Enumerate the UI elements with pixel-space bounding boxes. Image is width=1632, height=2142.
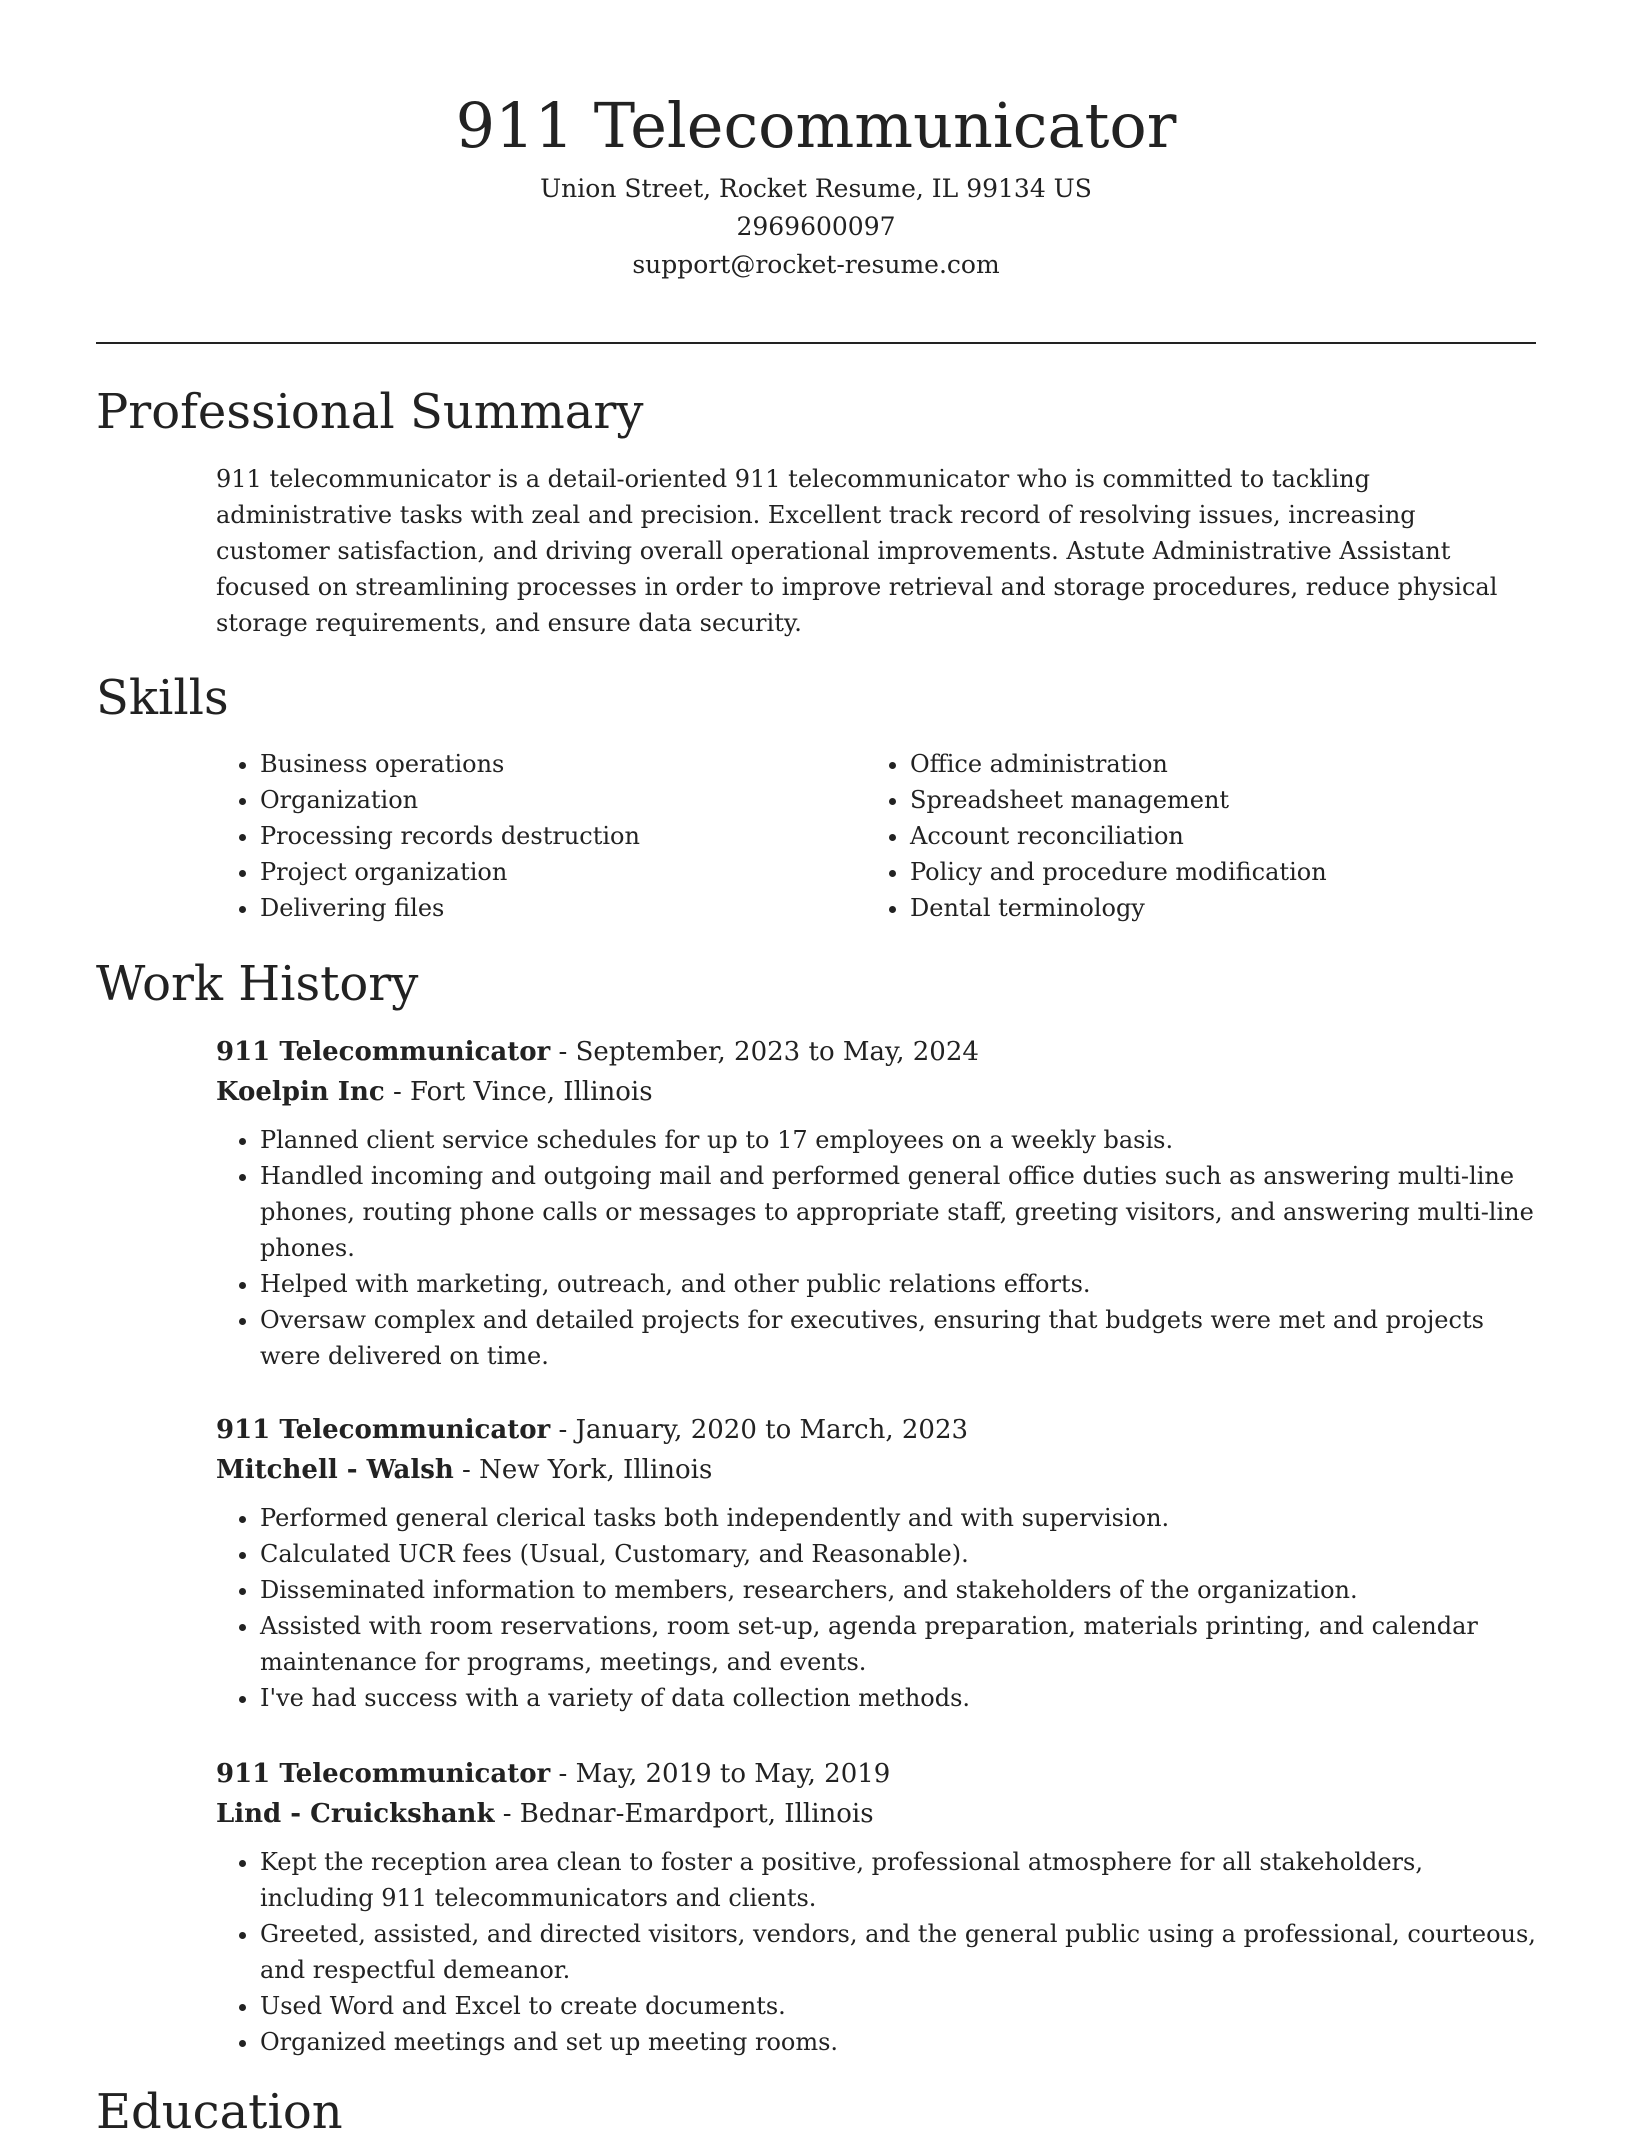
job-dates: January, 2020 to March, 2023	[575, 1415, 969, 1445]
job-company-line	[216, 1450, 1536, 1490]
separator: -	[550, 1415, 576, 1445]
job-role: 911 Telecommunicator	[216, 1759, 551, 1789]
separator: -	[550, 1759, 576, 1789]
candidate-name: 911 Telecommunicator	[455, 89, 1177, 162]
skill-item: • Business operations	[260, 746, 640, 782]
job-duty-item: • Disseminated information to members, researchers, and stakeholders of the organization.	[260, 1572, 1536, 1608]
job-company: Lind - Cruickshank	[216, 1799, 495, 1829]
contact-email: support@rocket-resume.com	[632, 250, 1000, 279]
skill-item: • Policy and procedure modification	[910, 854, 1327, 890]
job-location: New York, Illinois	[479, 1455, 713, 1485]
skill-item: • Processing records destruction	[260, 818, 640, 854]
job-company: Mitchell - Walsh	[216, 1455, 454, 1485]
separator: -	[453, 1455, 480, 1485]
section-title-work-history: Work History	[96, 956, 419, 1012]
job-title-line	[216, 1032, 1536, 1072]
skills-column-left	[216, 746, 640, 926]
job-location: Bednar-Emardport, Illinois	[519, 1799, 874, 1829]
section-title-education: Education	[96, 2084, 343, 2140]
job-entry	[216, 1032, 1536, 1374]
job-duty-item: • Oversaw complex and detailed projects for executives, ensuring that budgets were met and projects were delivered on time.	[260, 1302, 1536, 1374]
skill-item: • Dental terminology	[910, 890, 1327, 926]
job-duty-item: • Assisted with room reservations, room set-up, agenda preparation, materials printing, and calendar maintenance for programs, meetings, and events.	[260, 1608, 1536, 1680]
job-duty-item: • Greeted, assisted, and directed visitors, vendors, and the general public using a professional, courteous, and respectful demeanor.	[260, 1916, 1536, 1988]
job-duty-item: • Planned client service schedules for up to 17 employees on a weekly basis.	[260, 1122, 1536, 1158]
job-duty-item: • Kept the reception area clean to foster a positive, professional atmosphere for all stakeholders, including 911 telecommunicators and clients.	[260, 1844, 1536, 1916]
job-company: Koelpin Inc	[216, 1077, 385, 1107]
skill-item: • Project organization	[260, 854, 640, 890]
job-entry	[216, 1754, 1536, 2060]
job-duties	[216, 1122, 1536, 1374]
job-duty-item: • Organized meetings and set up meeting rooms.	[260, 2024, 1536, 2060]
job-duty-item: • I've had success with a variety of data collection methods.	[260, 1680, 1536, 1716]
header-divider	[96, 342, 1536, 344]
section-title-skills: Skills	[96, 670, 229, 726]
job-duty-item: • Helped with marketing, outreach, and other public relations efforts.	[260, 1266, 1536, 1302]
job-duty-item: • Performed general clerical tasks both independently and with supervision.	[260, 1500, 1536, 1536]
job-dates: May, 2019 to May, 2019	[575, 1759, 891, 1789]
skill-item: • Account reconciliation	[910, 818, 1327, 854]
job-duty-item: • Handled incoming and outgoing mail and performed general office duties such as answering multi-line phones, routing phone calls or messages to appropriate staff, greeting visitors, and answering multi-line phones.	[260, 1158, 1536, 1266]
job-entry	[216, 1410, 1536, 1716]
job-duty-item: • Calculated UCR fees (Usual, Customary, and Reasonable).	[260, 1536, 1536, 1572]
skill-item: • Organization	[260, 782, 640, 818]
section-title-summary: Professional Summary	[96, 384, 644, 440]
job-company-line	[216, 1794, 1536, 1834]
separator: -	[494, 1799, 520, 1829]
job-duty-item: • Used Word and Excel to create documents.	[260, 1988, 1536, 2024]
skills-column-right	[866, 746, 1327, 926]
job-role: 911 Telecommunicator	[216, 1415, 551, 1445]
contact-phone: 2969600097	[736, 212, 896, 241]
separator: -	[384, 1077, 411, 1107]
job-title-line	[216, 1410, 1536, 1450]
separator: -	[550, 1037, 576, 1067]
resume-header	[96, 82, 1536, 284]
skill-item: • Office administration	[910, 746, 1327, 782]
job-dates: September, 2023 to May, 2024	[575, 1037, 979, 1067]
job-title-line	[216, 1754, 1536, 1794]
job-duties	[216, 1500, 1536, 1716]
job-duties	[216, 1844, 1536, 2060]
contact-address: Union Street, Rocket Resume, IL 99134 US	[540, 174, 1092, 203]
skill-item: • Spreadsheet management	[910, 782, 1327, 818]
job-role: 911 Telecommunicator	[216, 1037, 551, 1067]
job-company-line	[216, 1072, 1536, 1112]
skill-item: • Delivering files	[260, 890, 640, 926]
job-location: Fort Vince, Illinois	[410, 1077, 653, 1107]
summary-text: 911 telecommunicator is a detail-oriented 911 telecommunicator who is committed to tackling administrative tasks with zeal and precision. Excellent track record of resolving issues, increasing customer satisfaction, and driving overall operational improvements. Astute Administrative Assistant focused on streamlining processes in order to improve retrieval and storage procedures, reduce physical storage requirements, and ensure data security.	[216, 465, 1498, 637]
